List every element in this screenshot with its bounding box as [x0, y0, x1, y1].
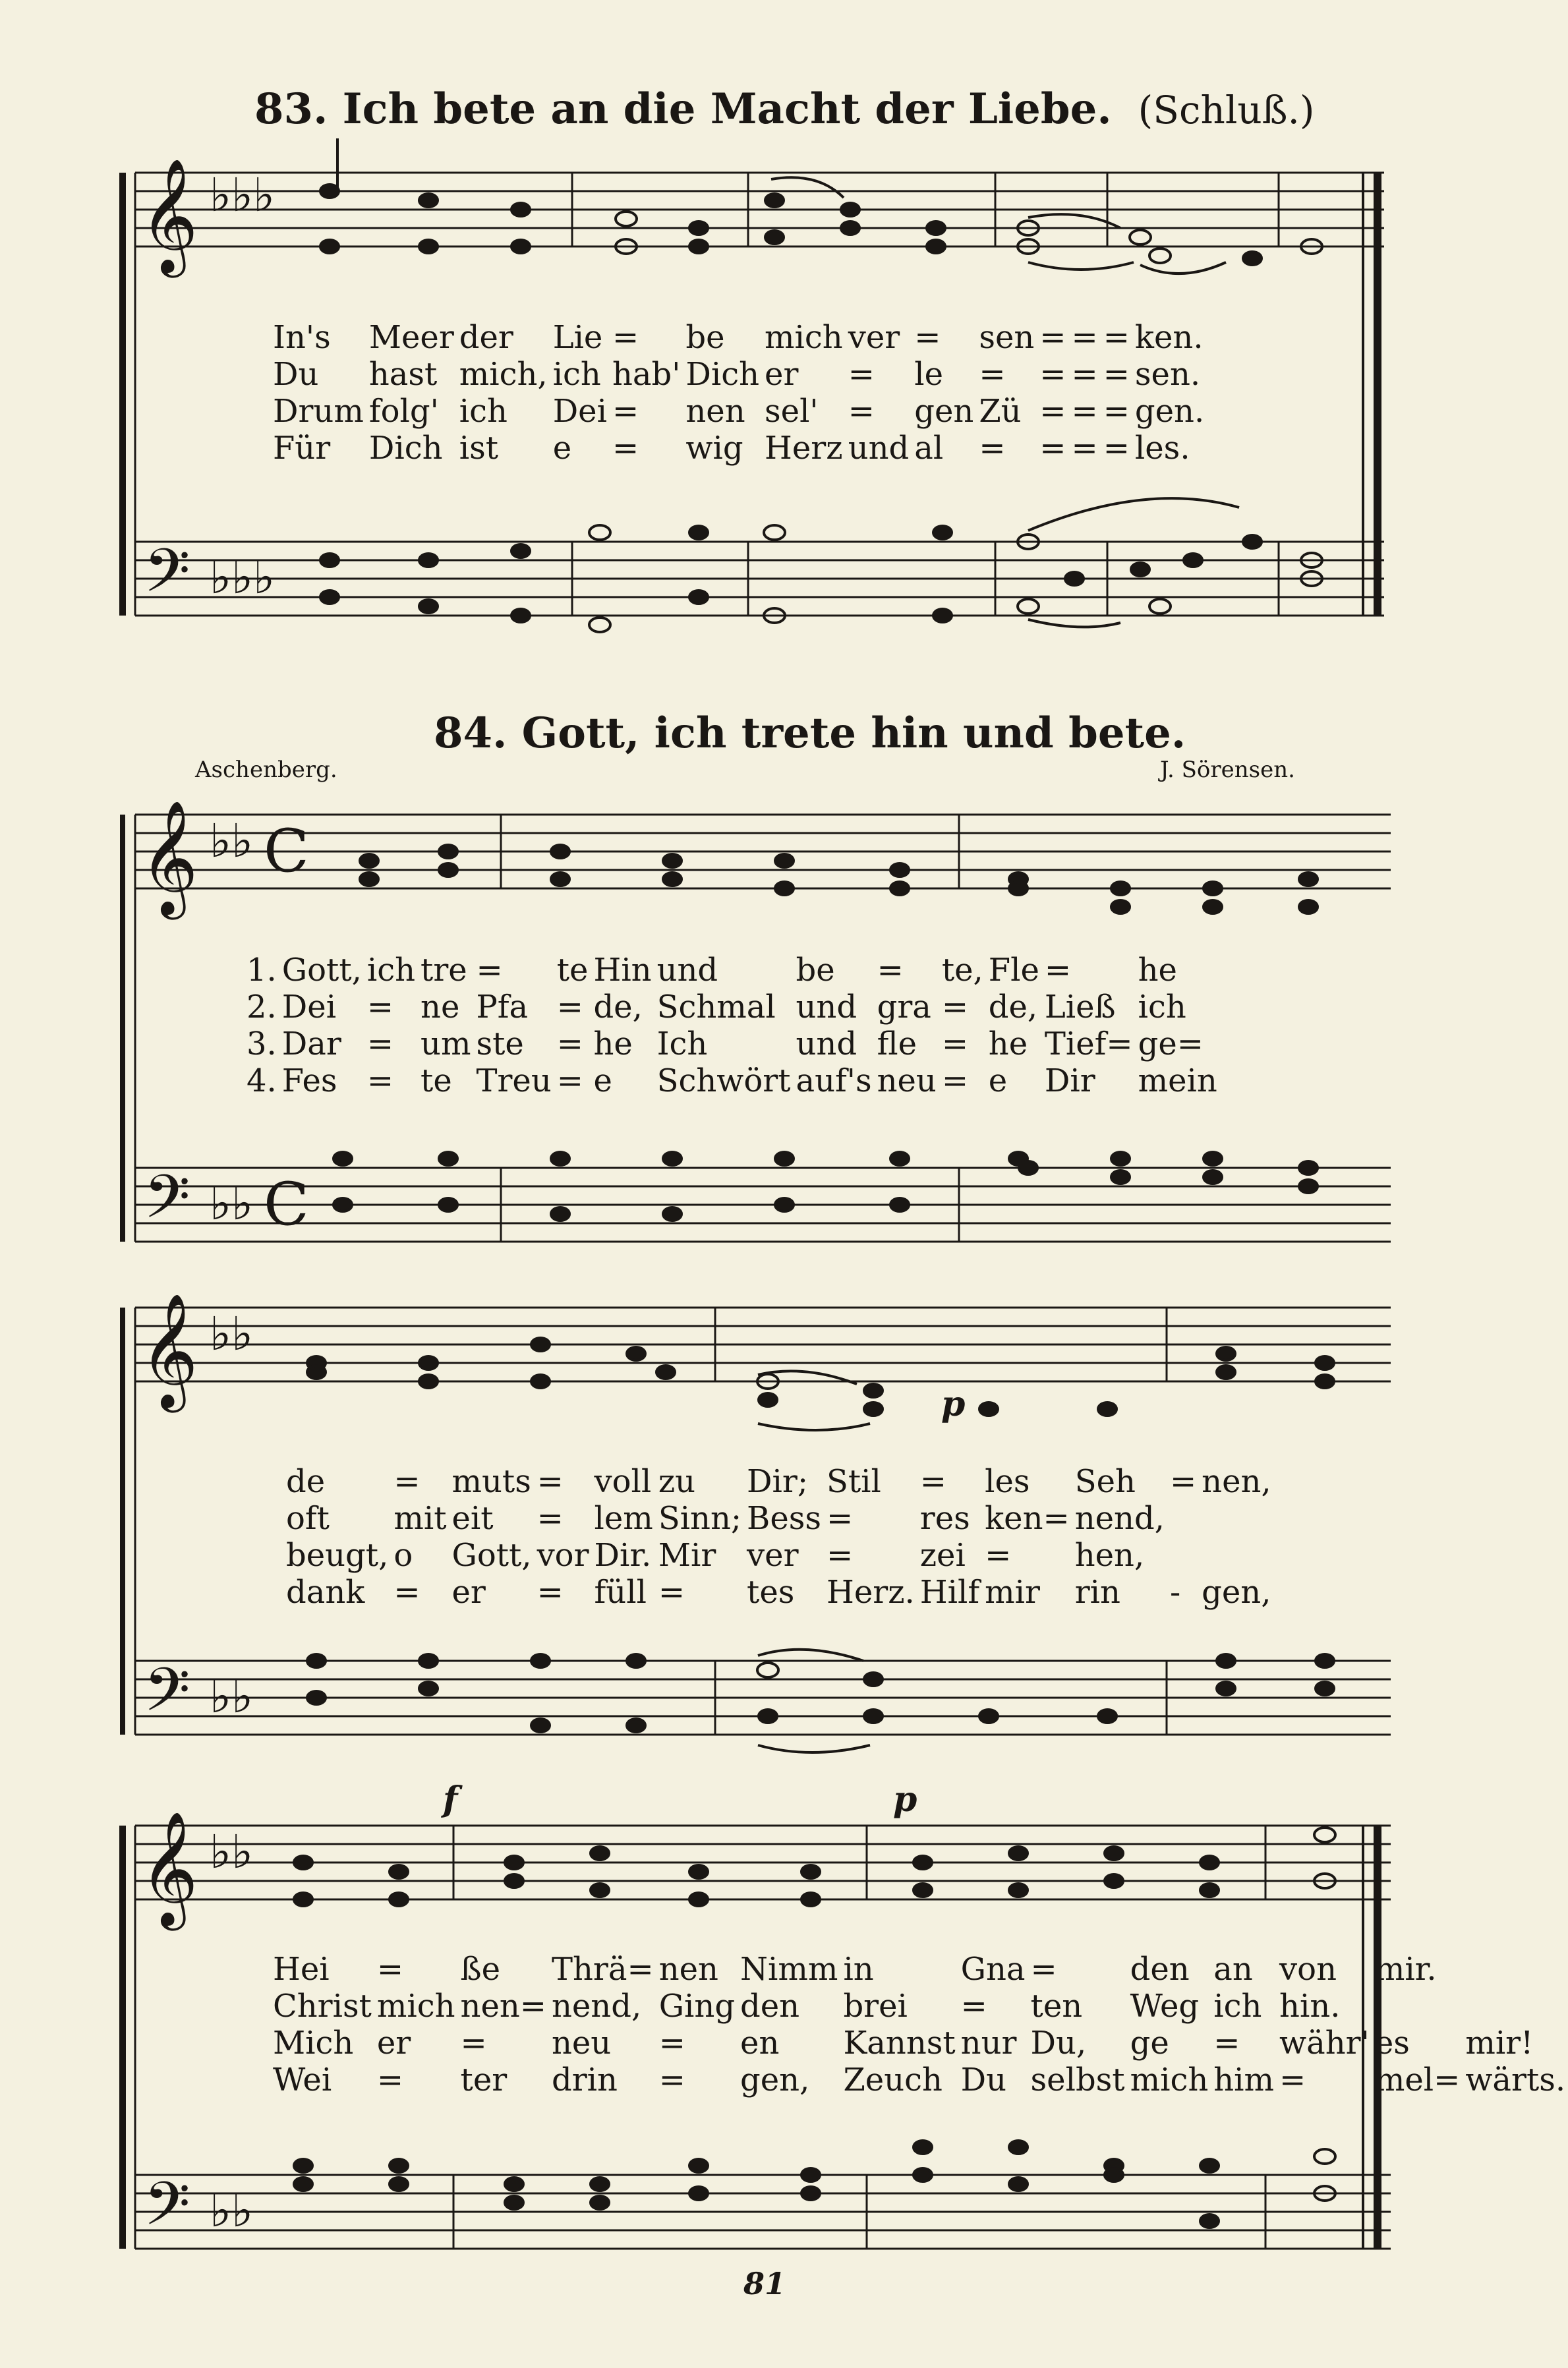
lyric-syllable: Hilf [919, 1574, 980, 1611]
lyric-syllable: mich [1130, 2062, 1209, 2098]
lyric-line [283, 1500, 1274, 1537]
lyric-syllable: = [460, 2025, 487, 2062]
lyric-syllable: = [1103, 430, 1130, 467]
lyric-syllable: Dich [685, 356, 760, 393]
flat-icon: ♭♭ [210, 814, 254, 868]
lyric-syllable: = [393, 1574, 421, 1611]
lyric-line [270, 1988, 1568, 2025]
hymn-83-subtitle: (Schluß.) [1138, 88, 1315, 132]
lyric-syllable: Schmal [656, 989, 776, 1025]
lyric-syllable: = [985, 1537, 1012, 1574]
lyric-syllable: hen, [1074, 1537, 1145, 1574]
lyric-syllable: Hei [273, 1951, 330, 1988]
lyric-syllable: Zeuch [843, 2062, 943, 2098]
hymn-84-title: 84. Gott, ich trete hin und bete. [434, 708, 1186, 758]
lyric-syllable: Dar [281, 1025, 341, 1062]
lyric-syllable: = [537, 1500, 564, 1537]
lyric-syllable: = [1030, 1951, 1057, 1988]
lyric-syllable: wig [685, 430, 743, 467]
lyric-syllable: wärts. [1465, 2062, 1566, 2098]
bass-clef-icon: 𝄢 [144, 1162, 190, 1246]
lyric-syllable: Gott, [451, 1537, 532, 1574]
lyric-syllable: füll [594, 1574, 647, 1611]
lyric-syllable: neu [877, 1062, 937, 1099]
lyric-syllable: = [979, 356, 1006, 393]
lyric-line [244, 1025, 1220, 1062]
lyric-syllable: te [421, 1062, 452, 1099]
lyric-syllable: = [877, 952, 904, 989]
lyric-syllable: gen, [740, 2062, 810, 2098]
lyric-syllable: - [1169, 1574, 1181, 1611]
lyric-syllable: sel' [765, 393, 819, 430]
lyric-syllable: brei [843, 1988, 908, 2025]
lyric-syllable: Du, [1030, 2025, 1087, 2062]
lyric-syllable: ich [1138, 989, 1186, 1025]
lyric-syllable: = [658, 1574, 685, 1611]
hymn-83-lyrics [270, 319, 1207, 467]
lyric-syllable: Fes [281, 1062, 337, 1099]
lyric-syllable: mir. [1374, 1951, 1437, 1988]
lyric-syllable: gen. [1134, 393, 1205, 430]
lyric-syllable: auf's [796, 1062, 872, 1099]
bass-clef-icon: 𝄢 [144, 536, 190, 620]
lyric-syllable: 2. [247, 989, 277, 1025]
lyric-syllable: = [556, 1025, 583, 1062]
lyric-syllable: = [1071, 356, 1098, 393]
lyric-syllable: Du [273, 356, 319, 393]
lyric-syllable: zei [919, 1537, 966, 1574]
hymn-84-system-3-bass [135, 2175, 1391, 2249]
lyric-syllable: nen= [460, 1988, 546, 2025]
lyric-syllable: = [1039, 319, 1066, 356]
lyric-line [270, 1951, 1568, 1988]
hymn-84-system-1-treble [135, 815, 1391, 888]
lyric-syllable: ver [747, 1537, 799, 1574]
lyric-syllable: und [656, 952, 718, 989]
lyric-syllable: Tief= [1044, 1025, 1133, 1062]
lyric-syllable: = [612, 319, 639, 356]
lyric-syllable: sen [979, 319, 1035, 356]
lyric-syllable: währ' [1279, 2025, 1370, 2062]
lyric-syllable: = [941, 1025, 969, 1062]
lyric-syllable: = [1044, 952, 1072, 989]
lyric-syllable: ge [1130, 2025, 1169, 2062]
lyric-syllable: nur [960, 2025, 1017, 2062]
lyric-syllable: = [658, 2062, 685, 2098]
flat-icon: ♭♭ [210, 1176, 254, 1230]
lyric-syllable: = [612, 430, 639, 467]
hymn-84-verse-lyrics-3 [270, 1951, 1568, 2098]
lyric-syllable: Hin [593, 952, 652, 989]
lyric-syllable: sen. [1134, 356, 1201, 393]
lyric-syllable: Herz [765, 430, 843, 467]
lyric-syllable: = [960, 1988, 987, 2025]
lyric-syllable: Dir; [747, 1463, 808, 1500]
lyric-syllable: Ich [656, 1025, 708, 1062]
lyric-syllable: 3. [247, 1025, 277, 1062]
lyric-syllable: = [827, 1500, 854, 1537]
lyric-line [270, 430, 1207, 467]
lyric-syllable: dank [286, 1574, 365, 1611]
lyric-syllable: te, [941, 952, 983, 989]
lyric-syllable: in [843, 1951, 874, 1988]
lyric-syllable: beugt, [286, 1537, 389, 1574]
lyric-syllable: Stil [827, 1463, 881, 1500]
lyric-syllable: an [1213, 1951, 1253, 1988]
lyric-line [283, 1537, 1274, 1574]
lyric-syllable: Dei [552, 393, 607, 430]
lyric-syllable: Meer [368, 319, 454, 356]
lyric-syllable: ge= [1138, 1025, 1204, 1062]
lyric-line [244, 1062, 1220, 1099]
lyric-syllable: Mir [658, 1537, 716, 1574]
lyric-syllable: Dich [368, 430, 443, 467]
lyric-syllable: Pfa [476, 989, 529, 1025]
lyric-syllable: ich [459, 393, 508, 430]
lyric-syllable: = [1039, 430, 1066, 467]
lyric-syllable: = [1103, 319, 1130, 356]
lyric-line [270, 319, 1207, 356]
lyric-syllable: Zü [979, 393, 1022, 430]
lyric-syllable: gen, [1202, 1574, 1271, 1611]
lyric-syllable: von [1279, 1951, 1337, 1988]
lyric-syllable: ten [1030, 1988, 1083, 2025]
lyric-syllable: = [376, 2062, 404, 2098]
lyric-syllable: = [1103, 393, 1130, 430]
lyric-syllable: Drum [273, 393, 364, 430]
lyric-syllable: Wei [273, 2062, 332, 2098]
lyric-syllable: ste [476, 1025, 524, 1062]
lyric-syllable: ken. [1134, 319, 1204, 356]
lyric-syllable: mich [765, 319, 843, 356]
flat-icon: ♭♭ [210, 1307, 254, 1361]
lyric-syllable: = [1169, 1463, 1197, 1500]
lyric-syllable: be [685, 319, 725, 356]
lyric-syllable: = [658, 2025, 685, 2062]
lyric-syllable: = [366, 989, 394, 1025]
lyric-syllable: = [556, 1062, 583, 1099]
lyric-syllable: fle [877, 1025, 917, 1062]
lyric-syllable: = [979, 430, 1006, 467]
lyric-syllable: Ging [658, 1988, 736, 2025]
lyric-syllable: nend, [1074, 1500, 1165, 1537]
lyric-syllable: vor [537, 1537, 589, 1574]
lyric-syllable: = [366, 1025, 394, 1062]
lyric-syllable: oft [286, 1500, 330, 1537]
lyric-syllable: selbst [1030, 2062, 1125, 2098]
lyric-line [270, 2062, 1568, 2098]
tune-name: Aschenberg. [195, 757, 337, 783]
lyric-syllable: nen [685, 393, 745, 430]
lyric-line [270, 356, 1207, 393]
lyric-syllable: e [552, 430, 572, 467]
lyric-syllable: ich [366, 952, 416, 989]
composer-name: J. Sörensen. [1160, 757, 1295, 783]
lyric-syllable: Bess [747, 1500, 821, 1537]
lyric-syllable: mir [985, 1574, 1040, 1611]
lyric-syllable: mich [376, 1988, 455, 2025]
treble-clef-icon: 𝄞 [140, 1293, 198, 1408]
lyric-syllable: Fle [988, 952, 1039, 989]
flat-icon: ♭♭ [210, 1825, 254, 1879]
lyric-syllable: res [919, 1500, 970, 1537]
lyric-syllable: = [1071, 393, 1098, 430]
lyric-syllable: 4. [247, 1062, 277, 1099]
lyric-syllable: he [593, 1025, 633, 1062]
lyric-syllable: les. [1134, 430, 1190, 467]
lyric-syllable: hin. [1279, 1988, 1341, 2025]
lyric-syllable: ter [460, 2062, 508, 2098]
lyric-syllable: Thrä= [551, 1951, 654, 1988]
lyric-syllable: er [765, 356, 799, 393]
lyric-syllable: Ließ [1044, 989, 1116, 1025]
lyric-syllable: mir! [1465, 2025, 1534, 2062]
lyric-syllable: folg' [368, 393, 439, 430]
lyric-syllable: = [941, 1062, 969, 1099]
lyric-syllable: Kannst [843, 2025, 956, 2062]
lyric-syllable: Christ [273, 1988, 372, 2025]
lyric-syllable: Du [960, 2062, 1007, 2098]
lyric-syllable: = [848, 393, 875, 430]
lyric-line [283, 1574, 1274, 1611]
common-time-icon: C [264, 1170, 309, 1239]
lyric-syllable: mein [1138, 1062, 1217, 1099]
lyric-syllable: Dir. [594, 1537, 652, 1574]
lyric-syllable: hab' [612, 356, 681, 393]
lyric-syllable: o [393, 1537, 413, 1574]
lyric-syllable: der [459, 319, 513, 356]
lyric-line [244, 952, 1220, 989]
lyric-syllable: 1. [247, 952, 277, 989]
lyric-syllable: drin [551, 2062, 618, 2098]
lyric-syllable: = [366, 1062, 394, 1099]
lyric-syllable: ße [460, 1951, 500, 1988]
lyric-syllable: er [451, 1574, 486, 1611]
bass-clef-icon: 𝄢 [144, 2169, 190, 2253]
flat-icon: ♭♭♭ [210, 168, 276, 222]
lyric-syllable: de, [593, 989, 643, 1025]
bass-clef-icon: 𝄢 [144, 1655, 190, 1739]
lyric-syllable: Treu [476, 1062, 552, 1099]
lyric-syllable: en [740, 2025, 780, 2062]
lyric-syllable: Gott, [281, 952, 362, 989]
lyric-syllable: = [476, 952, 503, 989]
lyric-line [244, 989, 1220, 1025]
lyric-syllable: = [376, 1951, 404, 1988]
lyric-syllable: Für [273, 430, 331, 467]
lyric-syllable: eit [451, 1500, 494, 1537]
lyric-syllable: zu [658, 1463, 696, 1500]
lyric-syllable: de, [988, 989, 1038, 1025]
lyric-syllable: = [848, 356, 875, 393]
lyric-syllable: um [421, 1025, 471, 1062]
treble-clef-icon: 𝄞 [140, 1811, 198, 1926]
lyric-syllable: Mich [273, 2025, 354, 2062]
lyric-syllable: le [914, 356, 944, 393]
lyric-syllable: al [914, 430, 944, 467]
lyric-syllable: nend, [551, 1988, 642, 2025]
lyric-syllable: neu [551, 2025, 612, 2062]
lyric-syllable: = [941, 989, 969, 1025]
lyric-syllable: = [1039, 393, 1066, 430]
lyric-syllable: Dir [1044, 1062, 1095, 1099]
lyric-syllable: Lie [552, 319, 603, 356]
lyric-syllable: ist [459, 430, 499, 467]
lyric-syllable: te [556, 952, 589, 989]
lyric-syllable: ne [421, 989, 460, 1025]
lyric-syllable: ken= [985, 1500, 1070, 1537]
lyric-syllable: ver [848, 319, 900, 356]
lyric-line [270, 393, 1207, 430]
flat-icon: ♭♭♭ [210, 550, 276, 604]
lyric-syllable: de [286, 1463, 326, 1500]
lyric-syllable: = [919, 1463, 946, 1500]
lyric-syllable: = [537, 1574, 564, 1611]
lyric-syllable: gen [914, 393, 974, 430]
hymn-84-verse-lyrics-1 [244, 952, 1220, 1099]
dynamic-piano: p [941, 1384, 966, 1424]
lyric-syllable: und [796, 1025, 857, 1062]
lyric-syllable: he [1138, 952, 1177, 989]
lyric-syllable: nen, [1202, 1463, 1271, 1500]
lyric-syllable: mich, [459, 356, 548, 393]
lyric-syllable: e [593, 1062, 612, 1099]
lyric-syllable: muts [451, 1463, 531, 1500]
lyric-line [283, 1463, 1274, 1500]
lyric-syllable: ich [1213, 1988, 1262, 2025]
lyric-syllable: e [988, 1062, 1008, 1099]
lyric-syllable: Weg [1130, 1988, 1200, 2025]
lyric-syllable: Gna [960, 1951, 1026, 1988]
treble-clef-icon: 𝄞 [140, 158, 198, 273]
page-number: 81 [743, 2266, 786, 2301]
lyric-syllable: = [1103, 356, 1130, 393]
lyric-syllable: = [1279, 2062, 1306, 2098]
lyric-syllable: er [376, 2025, 411, 2062]
lyric-syllable: = [914, 319, 941, 356]
lyric-syllable: Schwört [656, 1062, 791, 1099]
lyric-syllable: he [988, 1025, 1028, 1062]
lyric-syllable: = [827, 1537, 854, 1574]
lyric-syllable: Seh [1074, 1463, 1136, 1500]
lyric-syllable: = [537, 1463, 564, 1500]
lyric-syllable: les [985, 1463, 1030, 1500]
hymn-84-system-1-bass [135, 1168, 1391, 1242]
flat-icon: ♭♭ [210, 1669, 254, 1723]
lyric-syllable: tre [421, 952, 467, 989]
lyric-syllable: Herz. [827, 1574, 915, 1611]
lyric-syllable: tes [747, 1574, 795, 1611]
lyric-syllable: Dei [281, 989, 337, 1025]
lyric-syllable: = [1071, 319, 1098, 356]
lyric-syllable: rin [1074, 1574, 1120, 1611]
lyric-syllable: = [1213, 2025, 1240, 2062]
lyric-syllable: mel= [1374, 2062, 1461, 2098]
lyric-syllable: = [1071, 430, 1098, 467]
lyric-syllable: und [848, 430, 910, 467]
lyric-syllable: mit [393, 1500, 447, 1537]
lyric-syllable: Nimm [740, 1951, 838, 1988]
lyric-syllable: und [796, 989, 857, 1025]
lyric-syllable: den [1130, 1951, 1190, 1988]
lyric-syllable: ich [552, 356, 601, 393]
lyric-syllable: voll [594, 1463, 652, 1500]
lyric-syllable: = [612, 393, 639, 430]
lyric-syllable: In's [273, 319, 331, 356]
dynamic-piano: p [893, 1779, 917, 1820]
dynamic-forte: f [443, 1779, 458, 1820]
hymn-83-treble-staff [135, 173, 1384, 246]
hymn-83-title-text: 83. Ich bete an die Macht der Liebe. [254, 84, 1112, 134]
lyric-line [270, 2025, 1568, 2062]
lyric-syllable: es [1374, 2025, 1410, 2062]
lyric-syllable: = [556, 989, 583, 1025]
lyric-syllable: be [796, 952, 835, 989]
common-time-icon: C [264, 817, 309, 886]
flat-icon: ♭♭ [210, 2183, 254, 2238]
lyric-syllable: hast [368, 356, 438, 393]
lyric-syllable: nen [658, 1951, 718, 1988]
treble-clef-icon: 𝄞 [140, 800, 198, 915]
lyric-syllable: gra [877, 989, 931, 1025]
lyric-syllable: = [393, 1463, 421, 1500]
lyric-syllable: = [1039, 356, 1066, 393]
hymn-84-verse-lyrics-2 [283, 1463, 1274, 1611]
lyric-syllable: Sinn; [658, 1500, 742, 1537]
lyric-syllable: him [1213, 2062, 1275, 2098]
lyric-syllable: den [740, 1988, 800, 2025]
lyric-syllable: lem [594, 1500, 653, 1537]
